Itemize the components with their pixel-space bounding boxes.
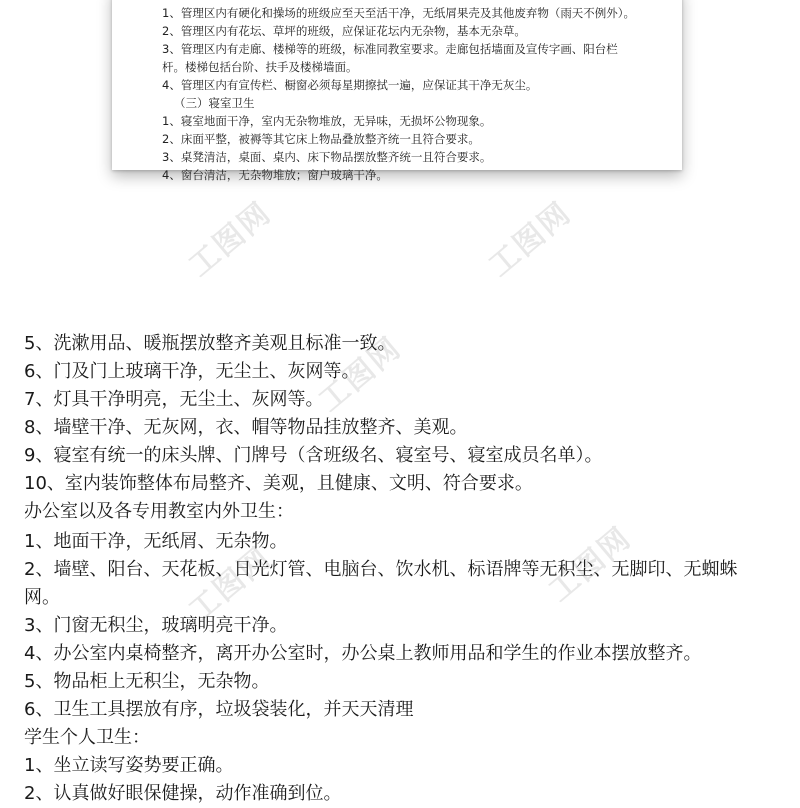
document-preview-card xyxy=(112,0,682,182)
body-line: 1、地面干净，无纸屑、无杂物。 xyxy=(24,531,288,552)
body-line: 5、物品柜上无积尘，无杂物。 xyxy=(24,671,270,692)
body-line: 8、墙壁干净、无灰网，衣、帽等物品挂放整齐、美观。 xyxy=(24,417,468,438)
body-line: 2、墙壁、阳台、天花板、日光灯管、电脑台、饮水机、标语牌等无积尘、无脚印、无蜘蛛 xyxy=(24,559,738,580)
watermark: 工图网 xyxy=(542,520,639,609)
watermark: 工图网 xyxy=(312,330,409,419)
body-line: 3、门窗无积尘，玻璃明亮干净。 xyxy=(24,615,288,636)
doc-line: 1、管理区内有硬化和操场的班级应至天至活干净，无纸屑果壳及其他废弃物（雨天不例外）。 xyxy=(162,6,636,20)
watermark: 工图网 xyxy=(182,195,279,284)
body-line: 6、卫生工具摆放有序，垃圾袋装化，并天天清理 xyxy=(24,699,414,720)
watermark: 工图网 xyxy=(182,540,279,629)
body-line: 1、坐立读写姿势要正确。 xyxy=(24,755,234,776)
watermark: 工图网 xyxy=(482,195,579,284)
doc-section-heading: （三）寝室卫生 xyxy=(174,96,255,110)
doc-line: 3、桌凳清洁，桌面、桌内、床下物品摆放整齐统一且符合要求。 xyxy=(162,150,492,164)
body-line: 10、室内装饰整体布局整齐、美观，且健康、文明、符合要求。 xyxy=(24,473,533,494)
body-line: 网。 xyxy=(24,587,60,608)
doc-line: 1、寝室地面干净，室内无杂物堆放，无异味，无损坏公物现象。 xyxy=(162,114,492,128)
body-line: 6、门及门上玻璃干净，无尘土、灰网等。 xyxy=(24,361,360,382)
doc-line: 4、窗台清洁，无杂物堆放；窗户玻璃干净。 xyxy=(162,168,388,182)
doc-line: 4、管理区内有宣传栏、橱窗必须每星期擦拭一遍，应保证其干净无灰尘。 xyxy=(162,78,538,92)
doc-line: 杆。楼梯包括台阶、扶手及楼梯墙面。 xyxy=(162,60,358,74)
body-line: 7、灯具干净明亮，无尘土、灰网等。 xyxy=(24,389,324,410)
doc-line: 2、管理区内有花坛、草坪的班级，应保证花坛内无杂物，基本无杂草。 xyxy=(162,24,526,38)
body-line: 9、寝室有统一的床头牌、门牌号（含班级名、寝室号、寝室成员名单）。 xyxy=(24,445,603,466)
body-line: 2、认真做好眼保健操，动作准确到位。 xyxy=(24,783,342,804)
section-heading: 办公室以及各专用教室内外卫生： xyxy=(24,501,294,522)
doc-line: 2、床面平整，被褥等其它床上物品叠放整齐统一且符合要求。 xyxy=(162,132,480,146)
body-line: 5、洗漱用品、暖瓶摆放整齐美观且标准一致。 xyxy=(24,333,396,354)
body-line: 4、办公室内桌椅整齐，离开办公室时，办公桌上教师用品和学生的作业本摆放整齐。 xyxy=(24,643,702,664)
section-heading: 学生个人卫生： xyxy=(24,727,150,748)
doc-line: 3、管理区内有走廊、楼梯等的班级，标准同教室要求。走廊包括墙面及宣传字画、阳台栏 xyxy=(162,42,618,56)
